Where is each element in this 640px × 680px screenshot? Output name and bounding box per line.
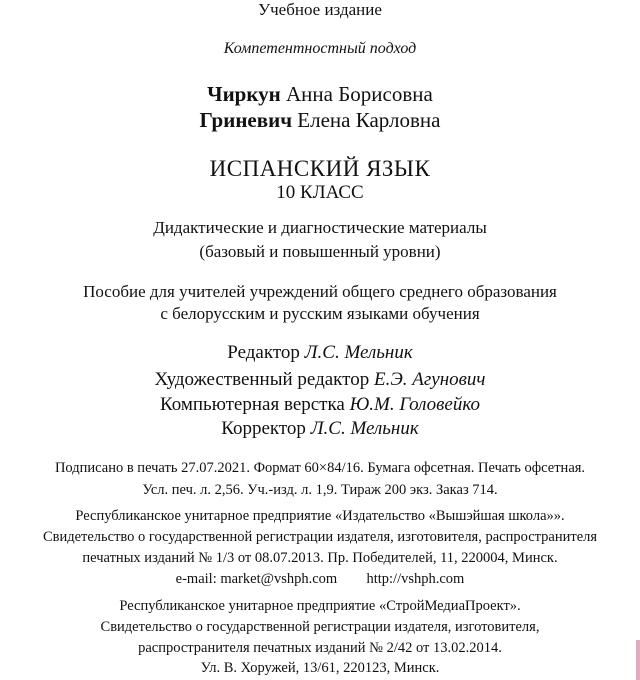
credit-art-editor <box>0 369 640 391</box>
author-1 <box>0 82 640 107</box>
author-2 <box>0 108 640 133</box>
print-info-line-2: Усл. печ. л. 2,56. Уч.-изд. л. 1,9. Тираж 200 экз. Заказ 714. <box>142 482 498 498</box>
author-2-surname: Гриневич <box>199 108 293 132</box>
book-grade: 10 КЛАСС <box>276 182 364 203</box>
credit-person: Л.С. Мельник <box>304 342 413 363</box>
credit-role: Художественный редактор <box>154 369 370 390</box>
credit-role: Корректор <box>221 418 306 439</box>
credit-role: Компьютерная верстка <box>159 394 345 415</box>
printer-line-2: Свидетельство о государственной регистрации издателя, изготовителя, <box>100 619 540 635</box>
edition-type: Учебное издание <box>258 0 382 19</box>
publisher-website: http://vshph.com <box>366 571 465 587</box>
credit-role: Редактор <box>227 342 300 363</box>
printer-line-1: Республиканское унитарное предприятие «СтройМедиаПроект». <box>119 598 521 614</box>
credit-editor <box>0 342 640 364</box>
author-1-given: Анна Борисовна <box>286 82 433 106</box>
book-subtitle-line-1: Дидактические и диагностические материалы <box>153 218 487 237</box>
publisher-email: e-mail: market@vshph.com <box>175 571 338 587</box>
credit-layout <box>0 394 640 416</box>
print-info-line-1: Подписано в печать 27.07.2021. Формат 60×84/16. Бумага офсетная. Печать офсетная. <box>54 460 586 476</box>
printer-line-4: Ул. В. Хоружей, 13/61, 220123, Минск. <box>200 660 440 676</box>
publisher-line-1: Республиканское унитарное предприятие «Издательство «Вышэйшая школа»». <box>75 508 565 524</box>
book-audience-line-2: с белорусским и русским языками обучения <box>160 304 480 323</box>
credit-person: Л.С. Мельник <box>310 418 419 439</box>
author-2-given: Елена Карловна <box>297 108 441 132</box>
page-edge-mark <box>636 640 640 680</box>
publisher-contacts <box>0 571 640 588</box>
credit-proofreader <box>0 418 640 440</box>
credit-person: Е.Э. Агунович <box>373 369 486 390</box>
publisher-line-3: печатных изданий № 1/3 от 08.07.2013. Пр. Победителей, 11, 220004, Минск. <box>82 550 558 566</box>
series-name: Компетентностный подход <box>223 40 417 57</box>
printer-line-3: распространителя печатных изданий № 2/42 от 13.02.2014. <box>138 640 502 656</box>
credit-person: Ю.М. Головейко <box>349 394 481 415</box>
book-subtitle-line-2: (базовый и повышенный уровни) <box>199 242 441 261</box>
book-title: ИСПАНСКИЙ ЯЗЫК <box>209 156 431 181</box>
book-audience-line-1: Пособие для учителей учреждений общего среднего образования <box>83 282 557 301</box>
author-1-surname: Чиркун <box>207 82 281 106</box>
publisher-line-2: Свидетельство о государственной регистрации издателя, изготовителя, распространителя <box>42 529 598 545</box>
